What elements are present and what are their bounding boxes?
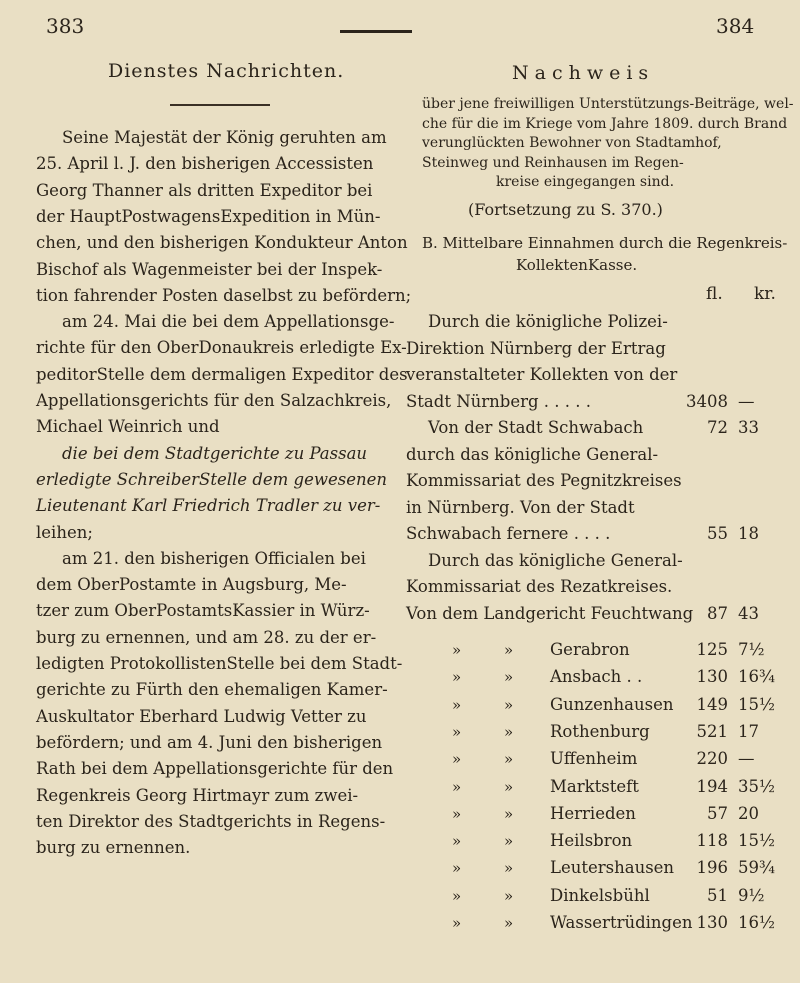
left-text-line: tion fahrender Posten daselbst zu befördern; xyxy=(36,285,412,305)
left-text-line: Appellationsgerichts für den Salzachkreis, xyxy=(36,391,392,410)
left-text-line: Seine Majestät der König geruhten am xyxy=(62,128,387,147)
entry-fl: 3408 xyxy=(686,391,728,411)
left-text-line: Auskultator Eberhard Ludwig Vetter zu xyxy=(36,706,367,726)
sub-entry-kr: 16½ xyxy=(738,913,775,932)
entry-text: veranstalteter Kollekten von der xyxy=(406,365,678,384)
entry-text: Stadt Nürnberg . . . . . xyxy=(406,391,592,411)
left-text-line: gerichte zu Fürth den ehemaligen Kamer- xyxy=(36,680,388,700)
ditto-mark: » xyxy=(504,886,514,905)
ditto-mark: » xyxy=(452,750,462,769)
ditto-mark: » xyxy=(504,859,514,878)
sub-entry-kr: 9½ xyxy=(738,885,765,905)
left-text-line: Lieutenant Karl Friedrich Tradler zu ver- xyxy=(36,496,381,516)
col-header-kr: kr. xyxy=(754,284,776,304)
left-text-line: erledigte SchreiberStelle dem gewesenen xyxy=(36,469,387,489)
section-line: KollektenKasse. xyxy=(516,256,638,274)
entry-fl: 55 xyxy=(707,524,728,543)
entry-kr: 18 xyxy=(738,524,759,543)
left-heading: Dienstes Nachrichten. xyxy=(108,60,345,82)
sub-entry-fl: 118 xyxy=(696,831,728,851)
sub-entry-kr: 7½ xyxy=(738,640,765,659)
sub-entry-fl: 130 xyxy=(696,913,728,932)
entry-text: Von der Stadt Schwabach xyxy=(428,418,644,437)
left-text-line: ten Direktor des Stadtgerichts in Regens- xyxy=(36,811,386,831)
page-number-right: 384 xyxy=(716,14,755,38)
sub-entry-fl: 194 xyxy=(696,776,728,796)
left-text-line: am 24. Mai die bei dem Appellationsge- xyxy=(62,312,395,332)
left-text-line: befördern; und am 4. Juni den bisherigen xyxy=(36,732,383,752)
left-text-line: richte für den OberDonaukreis erledigte Ex- xyxy=(36,338,407,358)
sub-entry-place: Leutershausen xyxy=(550,858,675,878)
entry-text: durch das königliche General- xyxy=(406,444,659,464)
sub-entry-fl: 125 xyxy=(696,640,728,659)
entry-text: Durch die königliche Polizei- xyxy=(428,312,668,331)
ditto-mark: » xyxy=(504,777,514,796)
sub-entry-kr: 15½ xyxy=(738,831,775,851)
sub-entry-fl: 149 xyxy=(696,694,728,714)
left-heading-rule xyxy=(170,104,270,106)
left-text-line: dem OberPostamte in Augsburg, Me- xyxy=(36,575,347,595)
sub-entry-fl: 521 xyxy=(696,721,728,741)
subheading-line: über jene freiwilligen Unterstützungs-Beiträge, wel- xyxy=(422,96,794,112)
sub-entry-kr: 17 xyxy=(738,721,759,741)
left-text-line: peditorStelle dem dermaligen Expeditor des xyxy=(36,364,408,384)
sub-entry-place: Herrieden xyxy=(550,803,636,823)
entry-text: Schwabach fernere . . . . xyxy=(406,524,611,543)
entry-fl: 72 xyxy=(707,418,728,437)
sub-entry-place: Marktsteft xyxy=(550,776,639,796)
sub-entry-place: Gunzenhausen xyxy=(550,694,674,714)
left-text-line: Rath bei dem Appellationsgerichte für den xyxy=(36,759,394,779)
ditto-mark: » xyxy=(452,722,462,741)
sub-entry-place: Gerabron xyxy=(550,640,630,659)
entry-text: Direktion Nürnberg der Ertrag xyxy=(406,338,666,358)
ditto-mark: » xyxy=(504,832,514,851)
sub-entry-kr: 16¾ xyxy=(738,667,775,687)
subheading-line: verunglückten Bewohner von Stadtamhof, xyxy=(422,135,722,151)
entry-fl: 87 xyxy=(707,603,728,623)
ditto-mark: » xyxy=(452,914,462,932)
left-text-line: 25. April l. J. den bisherigen Accessisten xyxy=(36,154,374,174)
sub-entry-fl: 51 xyxy=(707,885,728,905)
sub-entry-place: Heilsbron xyxy=(550,831,633,851)
sub-entry-fl: 220 xyxy=(696,749,728,769)
ditto-mark: » xyxy=(452,668,462,687)
left-text-line: Bischof als Wagenmeister bei der Inspek- xyxy=(36,259,383,279)
ditto-mark: » xyxy=(452,777,462,796)
left-text-line: Michael Weinrich und xyxy=(36,417,220,437)
left-text-line: der HauptPostwagensExpedition in Mün- xyxy=(36,206,381,226)
sub-entry-place: Wassertrüdingen xyxy=(550,913,693,932)
ditto-mark: » xyxy=(504,695,514,714)
col-header-fl: fl. xyxy=(706,284,723,304)
left-text-line: die bei dem Stadtgerichte zu Passau xyxy=(62,443,368,463)
sub-entry-fl: 130 xyxy=(696,667,728,687)
left-text-line: leihen; xyxy=(36,522,93,542)
ditto-mark: » xyxy=(504,722,514,741)
continuation-note: (Fortsetzung zu S. 370.) xyxy=(468,200,663,219)
ditto-mark: » xyxy=(452,695,462,714)
section-line: B. Mittelbare Einnahmen durch die Regenkreis- xyxy=(422,234,788,252)
right-heading: Nachweis xyxy=(512,62,655,84)
left-text-line: Regenkreis Georg Hirtmayr zum zwei- xyxy=(36,785,359,805)
sub-entry-place: Rothenburg xyxy=(550,721,650,741)
sub-entry-place: Ansbach . . xyxy=(550,667,643,687)
left-text-line: chen, und den bisherigen Kondukteur Anton xyxy=(36,233,408,253)
sub-entry-fl: 57 xyxy=(707,803,728,823)
right-page xyxy=(400,0,800,983)
ditto-mark: » xyxy=(452,832,462,851)
sub-entry-place: Dinkelsbühl xyxy=(550,885,650,905)
entry-kr: — xyxy=(738,391,755,411)
entry-text: in Nürnberg. Von der Stadt xyxy=(406,497,635,517)
sub-entry-kr: — xyxy=(738,749,755,769)
entry-kr: 33 xyxy=(738,418,759,437)
ditto-mark: » xyxy=(504,641,514,659)
page-number-left: 383 xyxy=(46,14,85,38)
entry-text: Durch das königliche General- xyxy=(428,550,683,570)
entry-text: Kommissariat des Pegnitzkreises xyxy=(406,471,682,490)
entry-text: Von dem Landgericht Feuchtwang xyxy=(406,603,694,623)
left-text-line: am 21. den bisherigen Officialen bei xyxy=(62,548,366,568)
ditto-mark: » xyxy=(452,859,462,878)
left-text-line: burg zu ernennen, und am 28. zu der er- xyxy=(36,627,377,647)
sub-entry-kr: 59¾ xyxy=(738,858,775,878)
left-text-line: tzer zum OberPostamtsKassier in Würz- xyxy=(36,601,370,621)
sub-entry-kr: 20 xyxy=(738,803,759,823)
left-text-line: burg zu ernennen. xyxy=(36,838,191,858)
subheading-line: Steinweg und Reinhausen im Regen- xyxy=(422,154,684,171)
ditto-mark: » xyxy=(452,886,462,905)
left-text-line: Georg Thanner als dritten Expeditor bei xyxy=(36,180,373,200)
sub-entry-fl: 196 xyxy=(696,858,728,878)
sub-entry-kr: 35½ xyxy=(738,776,775,796)
subheading-line: kreise eingegangen sind. xyxy=(496,174,675,190)
ditto-mark: » xyxy=(504,914,514,932)
entry-kr: 43 xyxy=(738,603,759,623)
ditto-mark: » xyxy=(504,750,514,769)
ditto-mark: » xyxy=(452,641,462,659)
sub-entry-kr: 15½ xyxy=(738,694,775,714)
ditto-mark: » xyxy=(504,668,514,687)
left-text-line: ledigten ProtokollistenStelle bei dem Stadt- xyxy=(36,654,403,673)
entry-text: Kommissariat des Rezatkreises. xyxy=(406,577,673,596)
ditto-mark: » xyxy=(452,804,462,823)
ditto-mark: » xyxy=(504,804,514,823)
subheading-line: che für die im Kriege vom Jahre 1809. durch Brand xyxy=(422,115,788,132)
sub-entry-place: Uffenheim xyxy=(550,749,638,769)
